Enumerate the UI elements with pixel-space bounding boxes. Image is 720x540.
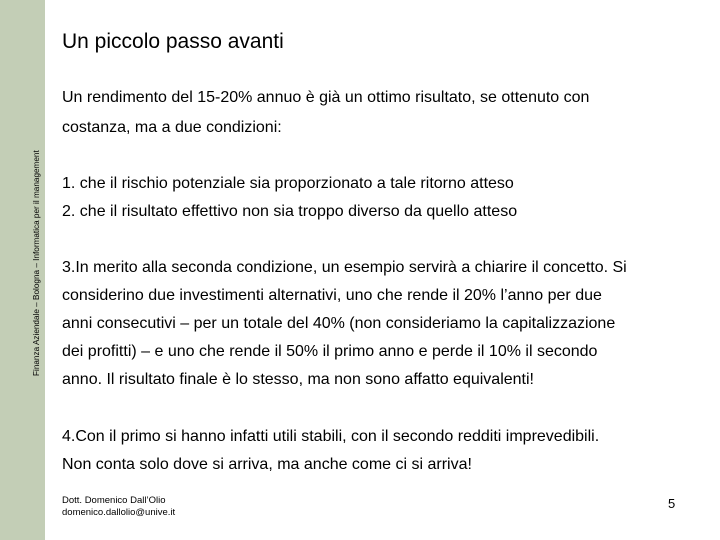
slide-title: Un piccolo passo avanti (62, 30, 284, 53)
point-2: 2. che il risultato effettivo non sia troppo diverso da quello atteso (62, 203, 518, 220)
sidebar-band (0, 0, 45, 540)
author-email: domenico.dallolio@unive.it (62, 507, 176, 518)
point-1: 1. che il rischio potenziale sia proporzionato a tale ritorno atteso (62, 175, 514, 192)
page-number: 5 (668, 496, 676, 511)
point-4-line-2: Non conta solo dove si arriva, ma anche come ci si arriva! (62, 456, 472, 473)
intro-line-1: Un rendimento del 15-20% annuo è già un ottimo risultato, se ottenuto con (62, 89, 590, 106)
author-name: Dott. Domenico Dall’Olio (62, 495, 166, 506)
point-3-line-3: anni consecutivi – per un totale del 40% (non consideriamo la capitalizzazione (62, 315, 616, 332)
point-3-line-2: considerino due investimenti alternativi, uno che rende il 20% l’anno per due (62, 287, 602, 304)
point-3-line-4: dei profitti) – e uno che rende il 50% il primo anno e perde il 10% il secondo (62, 343, 598, 360)
footer-author-block (62, 495, 175, 519)
point-4-line-1: 4.Con il primo si hanno infatti utili stabili, con il secondo redditi imprevedibili. (62, 428, 600, 445)
intro-line-2: costanza, ma a due condizioni: (62, 119, 282, 136)
sidebar-caption: Finanza Aziendale – Bologna – Informatica per il management (32, 150, 41, 376)
point-3-line-5: anno. Il risultato finale è lo stesso, ma non sono affatto equivalenti! (62, 371, 534, 388)
point-3-line-1: 3.In merito alla seconda condizione, un esempio servirà a chiarire il concetto. Si (62, 259, 627, 276)
